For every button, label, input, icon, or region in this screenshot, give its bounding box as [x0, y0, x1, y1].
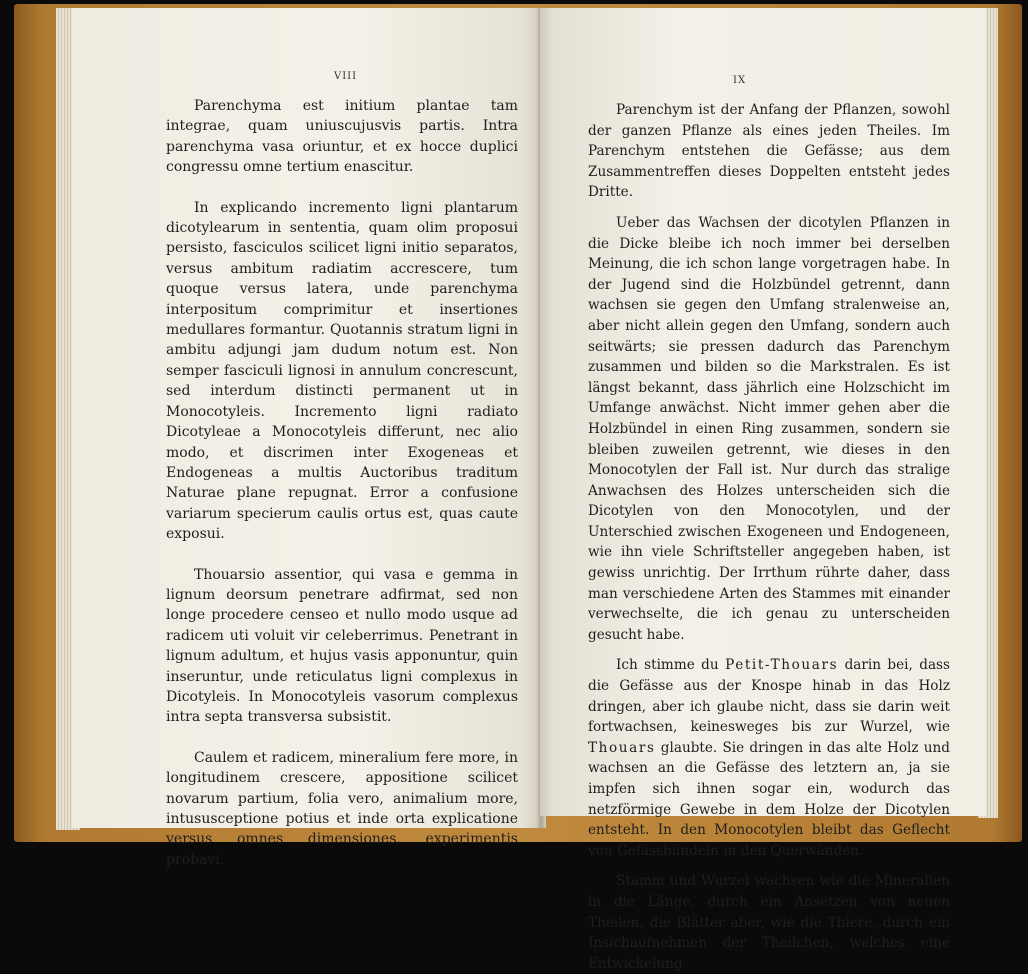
author-name: Thouars — [588, 739, 656, 756]
paragraph: Parenchyma est initium plantae tam integrae, quam uniuscujusvis partis. Intra parenchyma vasa oriuntur, et ex hocce duplici congressu omne tertium enascitur. — [166, 98, 518, 176]
paragraph: Ich stimme du Petit-Thouars darin bei, dass die Gefässe aus der Knospe hinab in das Holz dringen, aber ich glaube nicht, dass sie darin weit fortwachsen, keinesweges bis zur Wurzel, wie Thouars glaubte. Sie dringen in das alte Holz und wachsen an die Gefässe des letztern an, ja sie impfen sich ihnen sogar ein, wodurch das netzförmige Gewebe in dem Holze der Dicotylen entsteht. In den Monocotylen bleibt das Geflecht von Gefässbündeln in den Querwänden. — [588, 657, 950, 859]
left-page-text — [166, 96, 518, 870]
paragraph: Thouarsio assentior, qui vasa e gemma in lignum deorsum penetrare adfirmat, sed non longe procedere censeo et nullo modo usque ad radicem uti voluit vir celeberrimus. Penetrant in lignum adultum, et hujus vasis apponuntur, quin inseruntur, unde reticulatus ligni complexus in Dicotyleis. In Monocotyleis vasorum complexus intra septa transversa subsistit. — [166, 566, 518, 726]
left-page — [72, 8, 542, 868]
paragraph: Caulem et radicem, mineralium fere more, in longitudinem crescere, appositione scilicet novarum partium, folia vero, animalium more, intususceptione potius et inde orta explicatione versus omnes dimensiones, experimentis probavi. — [166, 749, 518, 868]
page-number-left: VIII — [334, 71, 358, 82]
paragraph: Parenchym ist der Anfang der Pflanzen, sowohl der ganzen Pflanze als eines jeden Theiles. Im Parenchym entstehen die Gefässe; aus dem Zusammentreffen dieses Doppelten entsteht jedes Dritte. — [588, 102, 950, 201]
paragraph: Stamm und Wurzel wachsen wie die Mineralien in die Länge, durch ein Ansetzen von neuen Theilen, die Blätter aber, wie die Thiere, durch ein Insichaufnehmen der Theilchen, welches eine Entwickelung — [588, 873, 950, 972]
page-number-right: IX — [733, 75, 747, 86]
right-page-text — [588, 100, 950, 974]
right-page — [540, 8, 986, 972]
paragraph: Ueber das Wachsen der dicotylen Pflanzen in die Dicke bleibe ich noch immer bei derselben Meinung, die ich schon lange vorgetragen habe. In der Jugend sind die Holzbündel getrennt, dann wachsen sie gegen den Umfang stralenweise an, aber nicht allein gegen den Umfang, sondern auch seitwärts; sie pressen dadurch das Parenchym zusammen und bilden so die Markstralen. Es ist längst bekannt, dass jährlich eine Holzschicht im Umfange anwächst. Nicht immer gehen aber die Holzbündel in einen Ring zusammen, sondern sie bleiben zuweilen getrennt, wie dieses in den Monocotylen der Fall ist. Nur durch das stralige Anwachsen des Holzes unterscheiden sich die Dicotylen von den Monocotylen, und der Unterschied zwischen Exogeneen und Endogeneen, wie ihn viele Schriftsteller angegeben haben, ist gewiss unrichtig. Der Irrthum rührte daher, dass man verschiedene Arten des Stammes mit einander verwechselte, die ich genau zu unterscheiden gesucht habe. — [588, 214, 950, 643]
paragraph: In explicando incremento ligni plantarum dicotylearum in sententia, quam olim proposui persisto, fasciculos scilicet ligni initio separatos, versus ambitum radiatim accrescere, tum quoque versus latera, unde parenchyma interpositum comprimitur et insertiones medullares formantur. Quotannis stratum ligni in ambitu adjungi jam dudum notum est. Non semper fasciculi lignosi in annulum concrescunt, sed interdum distincti permanent ut in Monocotyleis. Incremento ligni radiato Dicotyleae a Monocotyleis differunt, nec alio modo, et discrimen inter Exogeneas et Endogeneas a multis Auctoribus traditum Naturae plane repugnat. Error a confusione variarum specierum caulis ortus est, quas caute exposui. — [166, 199, 518, 543]
author-name: Petit-Thouars — [725, 657, 839, 674]
